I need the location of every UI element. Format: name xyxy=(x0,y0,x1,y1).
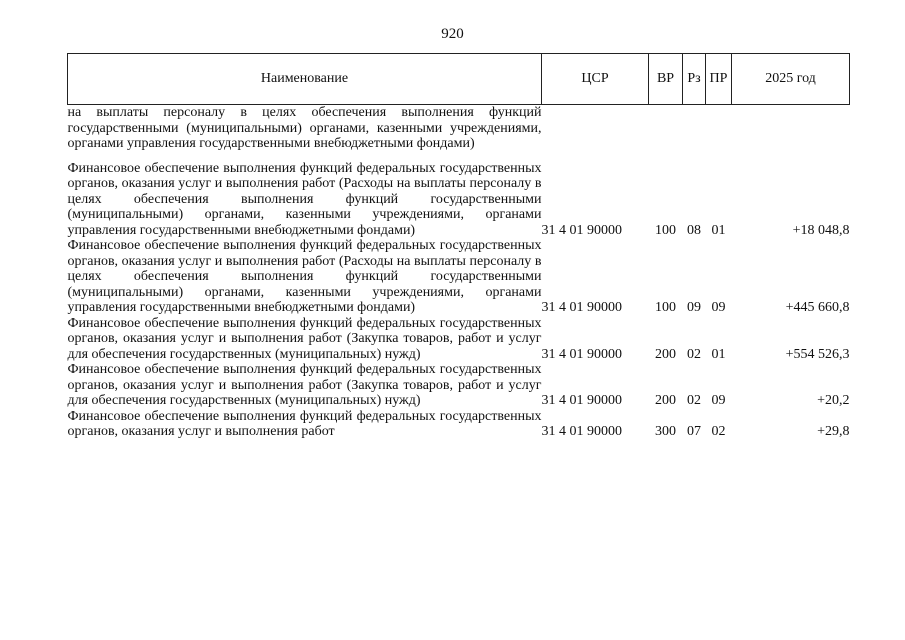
page-number: 920 xyxy=(441,26,464,42)
row-vr: 100 xyxy=(655,222,676,238)
budget-table xyxy=(67,53,850,440)
row-amount: +445 660,8 xyxy=(785,300,850,315)
row-vr: 200 xyxy=(655,346,676,362)
row-csr: 31 4 01 90000 xyxy=(541,222,622,238)
table-row xyxy=(68,161,850,239)
row-rz: 09 xyxy=(687,300,701,315)
header-row xyxy=(68,54,850,105)
header-csr: ЦСР xyxy=(542,54,649,105)
table-row xyxy=(68,105,850,161)
row-pr: 02 xyxy=(711,424,726,439)
row-csr xyxy=(542,105,649,161)
table-row xyxy=(68,409,850,440)
row-pr: 01 xyxy=(711,346,726,362)
header-vr: ВР xyxy=(649,54,683,105)
row-name: Финансовое обеспечение выполнения функций федеральных государственных органов, оказания услуг и выполнения работ (Расходы на выплаты персоналу в целях обеспечения выполнения функций государственными (муниципальными) органами, казенными учреждениями, органами управления государственными внебюджетными фондами) xyxy=(67,160,542,238)
row-vr: 100 xyxy=(655,300,676,315)
row-pr: 09 xyxy=(711,393,726,408)
row-amount: +20,2 xyxy=(817,393,850,408)
row-rz: 02 xyxy=(687,393,701,408)
table-row xyxy=(68,362,850,409)
row-pr: 09 xyxy=(711,300,726,315)
table-row xyxy=(68,316,850,363)
header-name: Наименование xyxy=(68,54,542,105)
row-amount: +18 048,8 xyxy=(792,222,850,238)
header-pr: ПР xyxy=(706,54,732,105)
row-amount: +554 526,3 xyxy=(785,346,850,362)
row-name: Финансовое обеспечение выполнения функций федеральных государственных органов, оказания услуг и выполнения работ (Закупка товаров, работ и услуг для обеспечения государственных (муниципальных) нужд) xyxy=(67,362,542,408)
row-vr: 200 xyxy=(655,393,676,408)
header-rz: Рз xyxy=(683,54,706,105)
row-rz xyxy=(683,105,706,161)
row-csr: 31 4 01 90000 xyxy=(541,393,622,408)
table-row xyxy=(68,238,850,316)
row-name: на выплаты персоналу в целях обеспечения выполнения функций государственными (муниципальными) органами, казенными учреждениями, органами управления государственными внебюджетными фондами) xyxy=(67,105,542,151)
row-rz: 07 xyxy=(687,424,701,439)
row-rz: 08 xyxy=(687,222,701,238)
row-csr: 31 4 01 90000 xyxy=(541,346,622,362)
row-vr xyxy=(649,105,683,161)
header-year: 2025 год xyxy=(732,54,850,105)
row-csr: 31 4 01 90000 xyxy=(541,424,622,439)
row-pr xyxy=(706,105,732,161)
row-pr: 01 xyxy=(711,222,726,238)
table-body xyxy=(68,105,850,440)
row-name: Финансовое обеспечение выполнения функций федеральных государственных органов, оказания услуг и выполнения работ (Расходы на выплаты персоналу в целях обеспечения выполнения функций государственными (муниципальными) органами, казенными учреждениями, органами управления государственными внебюджетными фондами) xyxy=(67,238,542,315)
row-name: Финансовое обеспечение выполнения функций федеральных государственных органов, оказания услуг и выполнения работ xyxy=(67,408,542,439)
row-amount: +29,8 xyxy=(817,424,850,439)
row-name: Финансовое обеспечение выполнения функций федеральных государственных органов, оказания услуг и выполнения работ (Закупка товаров, работ и услуг для обеспечения государственных (муниципальных) нужд) xyxy=(67,315,542,362)
row-rz: 02 xyxy=(687,346,701,362)
table-header xyxy=(68,54,850,105)
row-amount xyxy=(732,105,850,161)
row-vr: 300 xyxy=(655,424,676,439)
row-csr: 31 4 01 90000 xyxy=(541,300,622,315)
